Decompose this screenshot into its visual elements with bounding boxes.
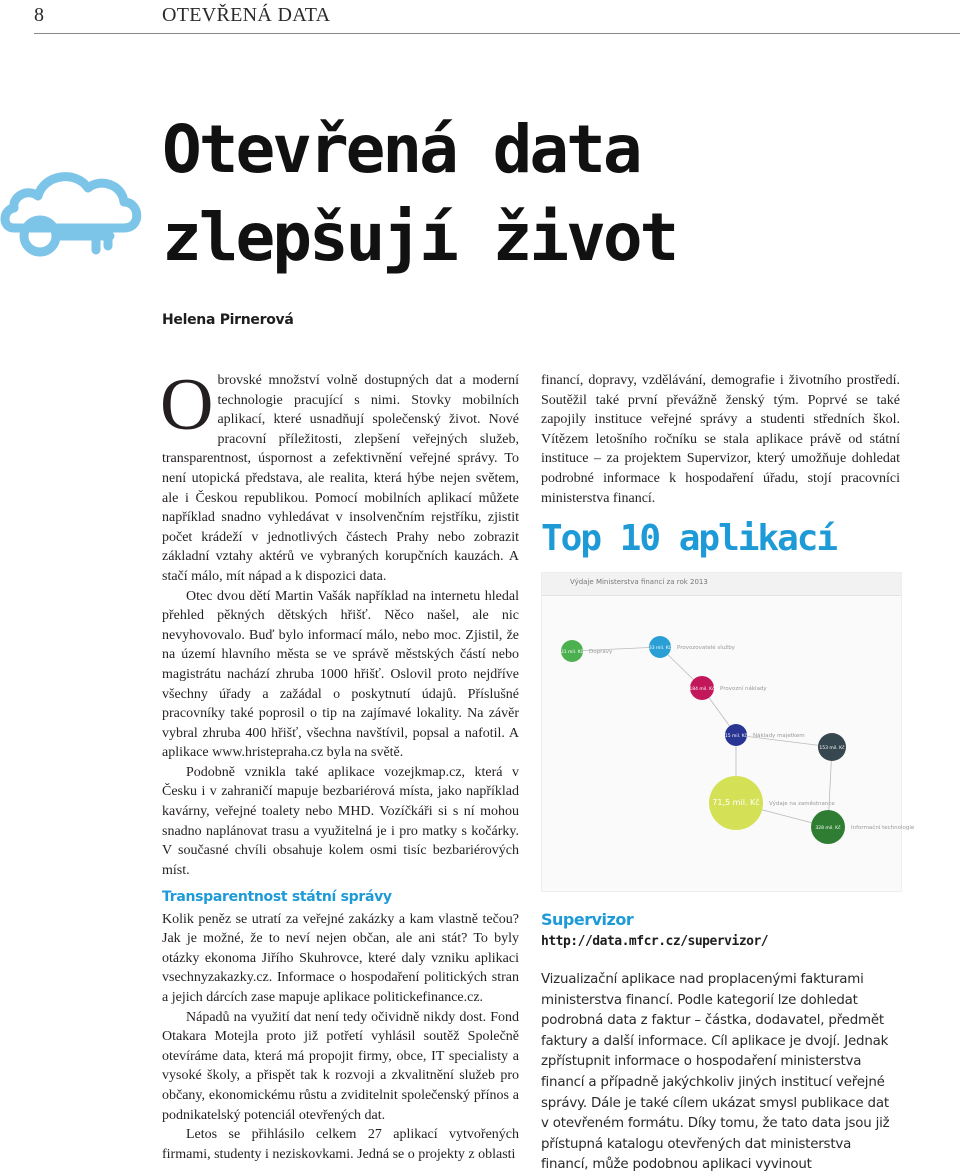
- title-line-1: Otevřená data: [162, 111, 640, 188]
- network-graph: [542, 573, 915, 891]
- column-1: [160, 364, 519, 880]
- dropcap: O: [160, 364, 214, 446]
- header-rule: [34, 33, 960, 34]
- supervizor-url[interactable]: http://data.mfcr.cz/supervizor/: [541, 934, 769, 949]
- graph-node-label: Provozní náklady: [720, 686, 767, 692]
- graph-node-value: 33 mil. Kč: [648, 646, 672, 651]
- graph-node-value: 184 mil. Kč: [689, 687, 715, 692]
- graph-node-value: 71,5 mil. Kč: [712, 798, 760, 807]
- paragraph-playgrounds: Otec dvou dětí Martin Vašák například na internetu hledal přehled pěkných dětských hřišť. Něco našel, ale nic nevyhovovalo. Buď bylo informací málo, nebo moc. Zjistil, že na území hlavního města se ve správě městských částí nebo magistrátu nachází zhruba 1000 hřišť. Oslovil proto nejdříve všechny úřady a zažádal o poskytnutí údajů. Příslušné pracovníky také poprosil o tip na zajímavé lokality. Na závěr vybral zhruba 400 hřišť, všechna navštívil, popsal a nafotil. A aplikace www.hristepraha.cz byla na světě.: [162, 588, 519, 761]
- graph-node-label: Informační technologie: [851, 825, 915, 831]
- supervizor-heading: Supervizor: [541, 910, 634, 929]
- graph-node-value: 153 mil. Kč: [819, 746, 845, 751]
- graph-node-value: 15 mil. Kč: [724, 734, 748, 739]
- title-line-2: zlepšují život: [162, 199, 677, 276]
- screenshot-title: Výdaje Ministerstva financí za rok 2013: [570, 578, 708, 586]
- paragraph-intro: brovské množství volně dostupných dat a moderní technologie pracující s nimi. Stovky mobilních aplikací, které usnadňují společenský život. Nové pracovní příležitosti, zlepšení veřejných služeb, transparentnost, úspornost a zefektivnění veřejné správy. To není utopická představa, ale realita, která hýbe nejen světem, ale i Českou republikou. Pomocí mobilních aplikací můžete například snadno vyhledávat v insolvenčním rejstříku, zjistit počet krádeží v jednotlivých částech Prahy nebo zobrazit základní vztahy aktérů ve vybraných korupčních kauzách. A stačí málo, mít nápad a k dispozici data.: [162, 373, 519, 584]
- graph-node-value: 328 mil. Kč: [815, 826, 841, 831]
- running-header: OTEVŘENÁ DATA: [162, 4, 331, 26]
- paragraph-entries: Letos se přihlásilo celkem 27 aplikací vytvořených firmami, studenty i neziskovkami. Jedná se o projekty z oblasti: [162, 1127, 519, 1162]
- cloud-key-icon: [0, 158, 150, 268]
- supervizor-description: Vizualizační aplikace nad proplacenými fakturami ministerstva financí. Podle kategorií lze dohledat podrobná data z faktur – částka, dodavatel, předmět faktury a další informace. Cíl aplikace je dvojí. Jednak zpřístupnit informace o hospodaření ministerstva financí a případně jakýchkoliv jiných institucí veřejné správy. Dále je také cílem ukázat smysl publikace dat v otevřeném formátu. Díky tomu, že tato data jsou již přístupná katalogu otevřených dat ministerstva financí, může podobnou aplikaci vyvinout: [541, 972, 890, 1173]
- graph-node-label: Dopravy: [589, 649, 613, 655]
- graph-node-label: Náklady majetkem: [753, 733, 805, 739]
- graph-node-value: 31 mil. Kč: [560, 650, 584, 655]
- paragraph-transparency: Kolik peněz se utratí za veřejné zakázky a kam vlastně tečou? Jak je možné, že to neví nejen občan, ale ani stát? To byly otázky ekonoma Jiřího Skuhrovce, které daly vzniku aplikaci vsechnyzakazky.cz. Informace o hospodaření politických stran a jejich dárcích zase mapuje aplikace politickefinance.cz.: [162, 911, 519, 1005]
- graph-node-label: Provozovatelé služby: [677, 645, 735, 651]
- page-number: 8: [34, 4, 44, 26]
- column-1-section: [162, 888, 519, 1164]
- top10-heading: Top 10 aplikací: [541, 518, 837, 559]
- paragraph-vozejkmap: Podobně vznikla také aplikace vozejkmap.cz, která v Česku i v zahraničí mapuje bezbariérová místa, jako například kavárny, veřejné toalety nebo MHD. Vozíčkáři si s ní mohou snadno naplánovat trasu a využitelná je i pro matky s kočárky. V současné chvíli obsahuje kolem osmi tisíc bezbariérových míst.: [162, 764, 519, 878]
- author: Helena Pirnerová: [162, 312, 294, 328]
- graph-node-label: Výdaje na zaměstnance: [769, 801, 835, 807]
- article-title: [162, 106, 676, 282]
- column-2: [541, 371, 900, 508]
- section-heading: Transparentnost státní správy: [162, 889, 392, 905]
- paragraph-winner: financí, dopravy, vzdělávání, demografie i životního prostředí. Soutěžil také první převážně ženský tým. Poprvé se také zapojily instituce veřejné správy a studenti středních škol. Vítězem letošního ročníku se stala aplikace právě od státní instituce – za projektem Supervizor, který umožňuje dohledat podrobné informace k hospodaření úřadu, stojí pracovníci ministerstva financí.: [541, 373, 900, 506]
- app-screenshot: [541, 572, 915, 892]
- paragraph-competition: Nápadů na využití dat není tedy očividně nikdy dost. Fond Otakara Motejla proto již potřetí vyhlásil soutěž Společně otevíráme data, která má propojit firmy, obce, IT specialisty a vysoké školy, a přispět tak k rozvoji a zkvalitnění služeb pro občany, ekonomickému růstu a zviditelnit společenský přínos a podnikatelský potenciál otevřených dat.: [162, 1009, 519, 1123]
